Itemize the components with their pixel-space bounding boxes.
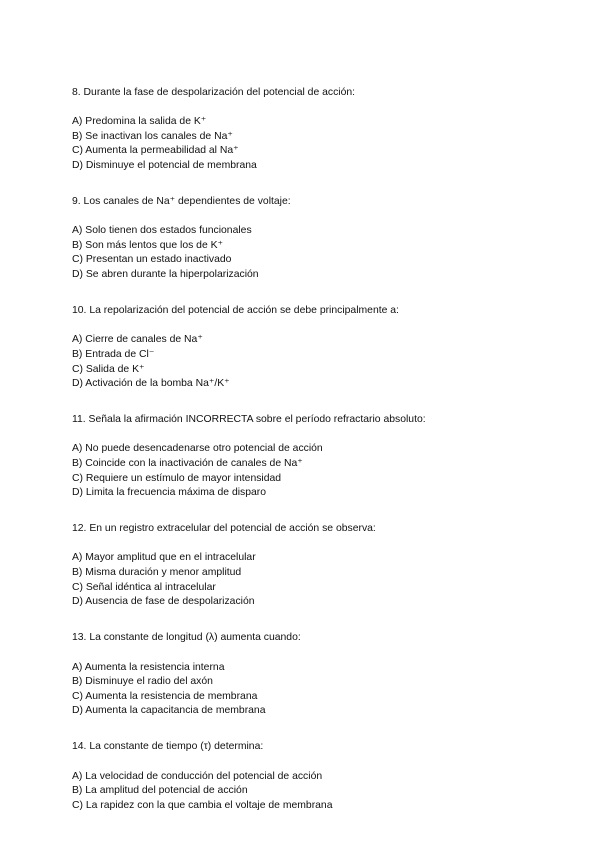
- question-12: [72, 522, 542, 610]
- option-d: D) Se abren durante la hiperpolarización: [72, 269, 259, 281]
- option-c: C) Aumenta la resistencia de membrana: [72, 690, 258, 702]
- option-c: C) Presentan un estado inactivado: [72, 254, 232, 266]
- option-c: C) Salida de K⁺: [72, 363, 145, 375]
- document-page: [72, 86, 542, 835]
- option-b: B) La amplitud del potencial de acción: [72, 785, 248, 797]
- question-14: [72, 740, 542, 813]
- option-d: D) Aumenta la capacitancia de membrana: [72, 705, 266, 717]
- option-a: A) Predomina la salida de K⁺: [72, 116, 207, 128]
- option-b: B) Se inactivan los canales de Na⁺: [72, 130, 233, 142]
- option-a: A) La velocidad de conducción del potencial de acción: [72, 770, 323, 782]
- option-c: C) Señal idéntica al intracelular: [72, 581, 216, 593]
- option-c: C) La rapidez con la que cambia el voltaje de membrana: [72, 799, 333, 811]
- question-10: [72, 304, 542, 392]
- question-13: [72, 631, 542, 719]
- question-9: [72, 195, 542, 283]
- question-title: 8. Durante la fase de despolarización del potencial de acción:: [72, 87, 356, 98]
- option-d: D) Activación de la bomba Na⁺/K⁺: [72, 378, 230, 390]
- option-b: B) Disminuye el radio del axón: [72, 676, 213, 688]
- question-title: 9. Los canales de Na⁺ dependientes de voltaje:: [72, 196, 291, 208]
- option-d: D) Ausencia de fase de despolarización: [72, 596, 255, 608]
- option-b: B) Coincide con la inactivación de canales de Na⁺: [72, 457, 303, 469]
- option-d: D) Limita la frecuencia máxima de disparo: [72, 487, 267, 499]
- question-title: 11. Señala la afirmación INCORRECTA sobre el período refractario absoluto:: [72, 414, 426, 426]
- option-a: A) No puede desencadenarse otro potencial de acción: [72, 443, 323, 455]
- question-title: 12. En un registro extracelular del potencial de acción se observa:: [72, 523, 376, 535]
- question-title: 14. La constante de tiempo (τ) determina:: [72, 741, 264, 753]
- question-8: [72, 86, 542, 174]
- question-title: 13. La constante de longitud (λ) aumenta cuando:: [72, 632, 301, 644]
- question-title: 10. La repolarización del potencial de acción se debe principalmente a:: [72, 305, 399, 317]
- option-b: B) Son más lentos que los de K⁺: [72, 239, 224, 251]
- option-c: C) Aumenta la permeabilidad al Na⁺: [72, 145, 239, 157]
- option-a: A) Mayor amplitud que en el intracelular: [72, 552, 256, 564]
- question-11: [72, 413, 542, 501]
- option-d: D) Disminuye el potencial de membrana: [72, 159, 257, 171]
- option-c: C) Requiere un estímulo de mayor intensidad: [72, 472, 282, 484]
- option-b: B) Misma duración y menor amplitud: [72, 567, 242, 579]
- option-b: B) Entrada de Cl⁻: [72, 348, 155, 360]
- option-a: A) Aumenta la resistencia interna: [72, 661, 225, 673]
- option-a: A) Cierre de canales de Na⁺: [72, 334, 203, 346]
- option-a: A) Solo tienen dos estados funcionales: [72, 225, 252, 237]
